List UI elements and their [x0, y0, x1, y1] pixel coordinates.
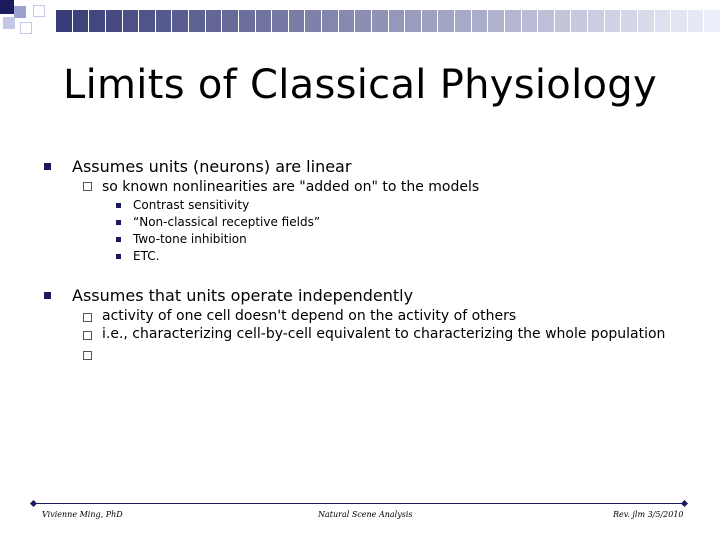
header-bar-cell: [703, 10, 720, 32]
footer-course: Natural Scene Analysis: [318, 510, 413, 519]
header-bar-cell: [620, 10, 637, 32]
bullet-marker-small: [116, 220, 121, 225]
bullet-1-item-2: “Non-classical receptive fields”: [133, 215, 321, 229]
bullet-2-sub-1: activity of one cell doesn't depend on the activity of others: [102, 308, 517, 324]
checkbox-bullet-icon: [83, 331, 92, 340]
corner-square-outline: [20, 22, 32, 34]
header-bar-cell: [221, 10, 238, 32]
bullet-1-item-3: Two-tone inhibition: [133, 232, 247, 246]
bullet-1-text: Assumes units (neurons) are linear: [72, 157, 352, 176]
header-bar-cell: [288, 10, 305, 32]
header-bar-cell: [138, 10, 155, 32]
checkbox-bullet-icon: [83, 313, 92, 322]
header-bar-cell: [72, 10, 89, 32]
bullet-2-sub-2: i.e., characterizing cell-by-cell equivalent to characterizing the whole population: [102, 326, 666, 342]
header-bar-cell: [687, 10, 704, 32]
bullet-1-item-4: ETC.: [133, 249, 160, 263]
header-bar-cell: [637, 10, 654, 32]
header-bar-cell: [171, 10, 188, 32]
bullet-2-text: Assumes that units operate independently: [72, 286, 414, 305]
bullet-marker-small: [116, 203, 121, 208]
header-bar-cell: [454, 10, 471, 32]
bullet-1-item-1: Contrast sensitivity: [133, 198, 250, 212]
header-bar-cell: [55, 10, 72, 32]
bullet-1-sub-1: so known nonlinearities are "added on" to the models: [102, 179, 480, 195]
header-bar-cell: [521, 10, 538, 32]
header-gradient-bar: [55, 10, 720, 32]
bullet-marker: [44, 163, 51, 170]
footer-rule-end: [30, 500, 37, 507]
header-bar-cell: [155, 10, 172, 32]
header-bar-cell: [354, 10, 371, 32]
header-bar-cell: [587, 10, 604, 32]
corner-square-light: [3, 17, 15, 29]
footer-rule: [34, 503, 684, 504]
footer-rule-end: [681, 500, 688, 507]
header-bar-cell: [554, 10, 571, 32]
footer-revision: Rev. jlm 3/5/2010: [613, 510, 684, 519]
header-bar-cell: [255, 10, 272, 32]
bullet-marker: [44, 292, 51, 299]
header-bar-cell: [421, 10, 438, 32]
header-bar-cell: [271, 10, 288, 32]
header-bar-cell: [321, 10, 338, 32]
header-bar-cell: [670, 10, 687, 32]
corner-square-outline-2: [33, 5, 45, 17]
header-bar-cell: [604, 10, 621, 32]
bullet-marker-small: [116, 254, 121, 259]
header-bar-cell: [188, 10, 205, 32]
header-bar-cell: [437, 10, 454, 32]
bullet-marker-small: [116, 237, 121, 242]
header-bar-cell: [338, 10, 355, 32]
checkbox-bullet-icon: [83, 351, 92, 360]
slide-title: Limits of Classical Physiology: [63, 62, 657, 108]
header-bar-cell: [238, 10, 255, 32]
header-bar-cell: [570, 10, 587, 32]
corner-square-mid: [14, 6, 26, 18]
header-bar-cell: [388, 10, 405, 32]
header-bar-cell: [504, 10, 521, 32]
corner-square-dark: [0, 0, 14, 14]
header-bar-cell: [654, 10, 671, 32]
header-bar-cell: [122, 10, 139, 32]
header-bar-cell: [487, 10, 504, 32]
header-bar-cell: [471, 10, 488, 32]
header-bar-cell: [88, 10, 105, 32]
header-bar-cell: [205, 10, 222, 32]
header-bar-cell: [304, 10, 321, 32]
checkbox-bullet-icon: [83, 182, 92, 191]
footer-author: Vivienne Ming, PhD: [42, 510, 123, 519]
header-bar-cell: [371, 10, 388, 32]
header-bar-cell: [105, 10, 122, 32]
header-bar-cell: [537, 10, 554, 32]
header-bar-cell: [404, 10, 421, 32]
